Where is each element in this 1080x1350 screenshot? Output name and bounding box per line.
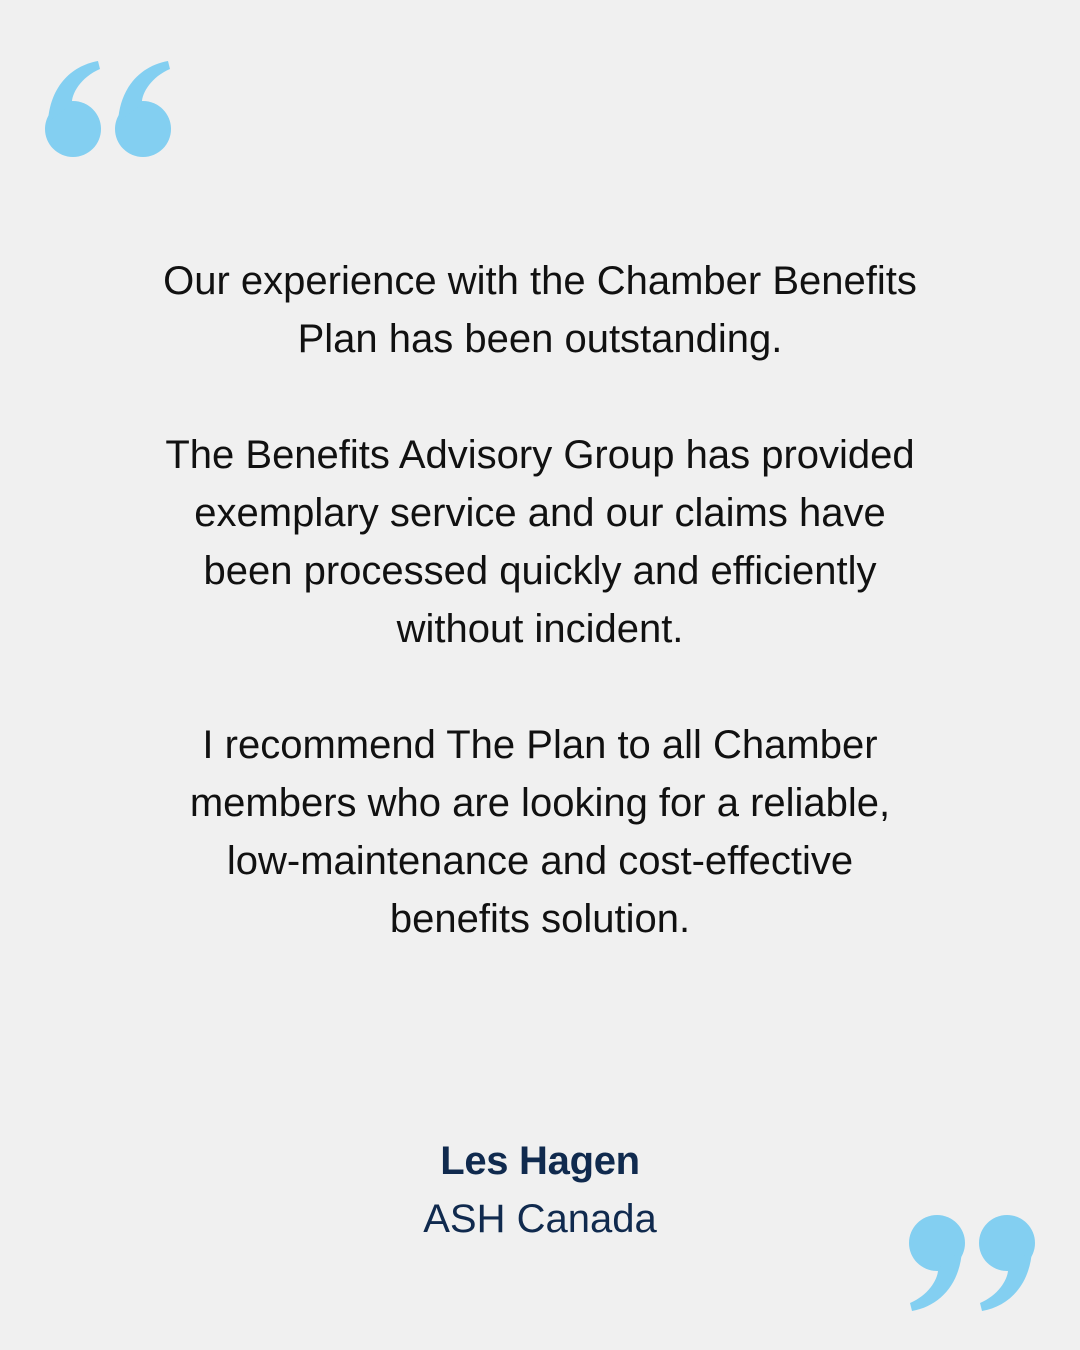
attribution [140, 1132, 940, 1248]
quote-paragraph-3 [110, 716, 970, 948]
quote-line: The Benefits Advisory Group has provided [165, 433, 915, 477]
quote-line: been processed quickly and efficiently [203, 549, 877, 593]
quote-line: low-maintenance and cost-effective [226, 839, 854, 883]
quote-line: Plan has been outstanding. [297, 317, 783, 361]
quote-line: Our experience with the Chamber Benefits [163, 259, 917, 303]
closing-quotation-mark-icon [908, 1214, 1036, 1312]
quote-paragraph-1 [110, 252, 970, 368]
quote-paragraph-2 [110, 426, 970, 658]
quote-line: I recommend The Plan to all Chamber [202, 723, 878, 767]
quote-line: benefits solution. [389, 897, 691, 941]
author-organization: ASH Canada [423, 1197, 657, 1241]
quote-line: exemplary service and our claims have [194, 491, 886, 535]
opening-quotation-mark-icon [44, 60, 172, 158]
author-name: Les Hagen [440, 1139, 640, 1183]
quote-line: members who are looking for a reliable, [189, 781, 891, 825]
quote-line: without incident. [396, 607, 684, 651]
testimonial-quote [110, 252, 970, 948]
